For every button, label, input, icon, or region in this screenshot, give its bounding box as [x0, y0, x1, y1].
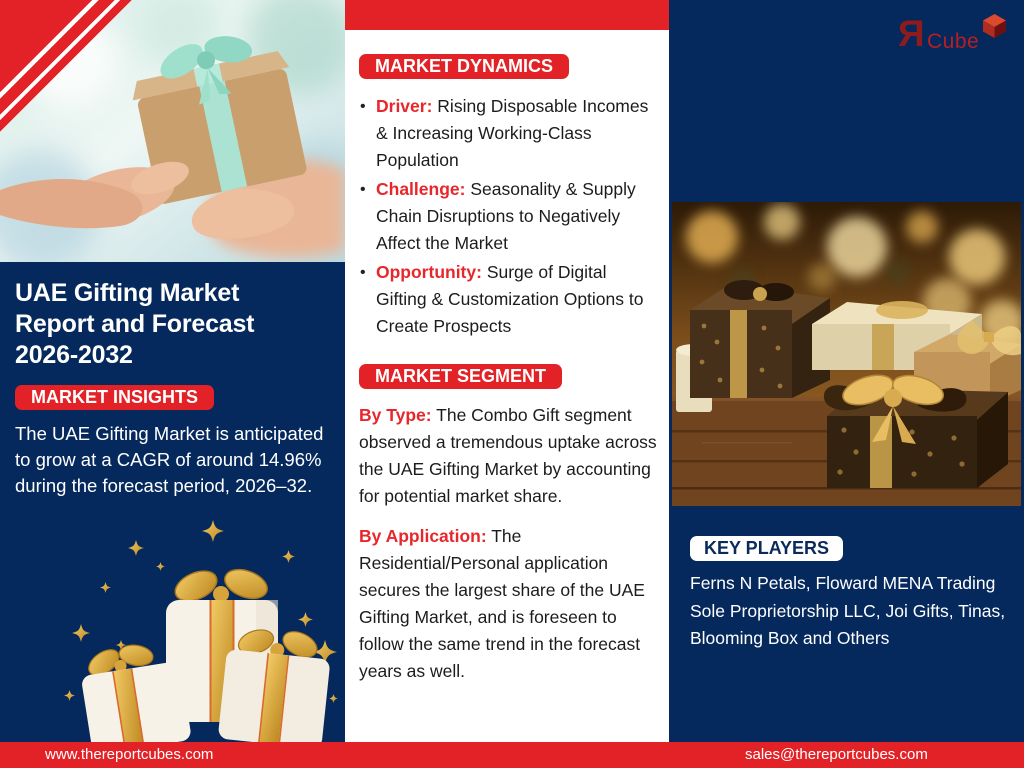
- key-players-badge: KEY PLAYERS: [690, 536, 843, 561]
- left-content: [0, 262, 345, 499]
- key-players-text: Ferns N Petals, Floward MENA Trading Sole Proprietorship LLC, Joi Gifts, Tinas, Blooming Box and Others: [690, 573, 1006, 648]
- driver-label: Driver:: [376, 96, 433, 116]
- hands-gift-photo: [0, 0, 345, 262]
- market-segment-badge: MARKET SEGMENT: [359, 364, 562, 389]
- dynamics-item-driver: [359, 93, 659, 174]
- dynamics-item-challenge: [359, 176, 659, 257]
- segment-by-application: [359, 523, 661, 685]
- page-title: [15, 278, 330, 371]
- page-title-line1: UAE Gifting Market: [15, 279, 240, 307]
- footer-website-link[interactable]: www.thereportcubes.com: [45, 746, 214, 763]
- cube-icon: [981, 12, 1008, 39]
- gold-gifts-photo: [672, 202, 1021, 506]
- right-panel: [669, 0, 1024, 768]
- by-type-text: The Combo Gift segment observed a tremendous uptake across the UAE Gifting Market by accounting for potential market share.: [359, 405, 657, 506]
- logo-r-glyph: Я: [898, 13, 925, 54]
- gift-boxes-illustration: [50, 512, 345, 742]
- by-application-label: By Application:: [359, 526, 487, 546]
- market-insights-text: The UAE Gifting Market is anticipated to grow at a CAGR of around 14.96% during the forecast period, 2026–32.: [15, 423, 324, 496]
- by-type-label: By Type:: [359, 405, 432, 425]
- challenge-text: Seasonality & Supply Chain Disruptions to Negatively Affect the Market: [376, 179, 636, 253]
- dynamics-item-opportunity: [359, 259, 659, 340]
- by-application-text: The Residential/Personal application secures the largest share of the UAE Gifting Market, and is foreseen to follow the same trend in the forecast years as well.: [359, 526, 645, 681]
- page-title-line3: 2026-2032: [15, 341, 133, 369]
- logo-cube-word: Cube: [927, 30, 980, 53]
- opportunity-label: Opportunity:: [376, 262, 482, 282]
- key-players-section: [690, 536, 1014, 653]
- challenge-label: Challenge:: [376, 179, 466, 199]
- center-panel: [345, 0, 669, 768]
- segment-by-type: [359, 402, 661, 510]
- top-red-bar: [345, 0, 669, 30]
- page-title-line2: Report and Forecast: [15, 310, 255, 338]
- driver-text: Rising Disposable Incomes & Increasing Working-Class Population: [376, 96, 649, 170]
- center-content: [345, 30, 669, 685]
- market-dynamics-badge: MARKET DYNAMICS: [359, 54, 569, 79]
- market-insights-badge: MARKET INSIGHTS: [15, 385, 214, 410]
- footer-email-link[interactable]: sales@thereportcubes.com: [745, 746, 928, 763]
- opportunity-text: Surge of Digital Gifting & Customization Options to Create Prospects: [376, 262, 644, 336]
- rcube-logo: [898, 12, 1008, 60]
- market-dynamics-list: [359, 93, 659, 340]
- gold-gifts-illustration: [672, 202, 1021, 506]
- footer-bar: [0, 742, 1024, 768]
- left-panel: [0, 0, 345, 768]
